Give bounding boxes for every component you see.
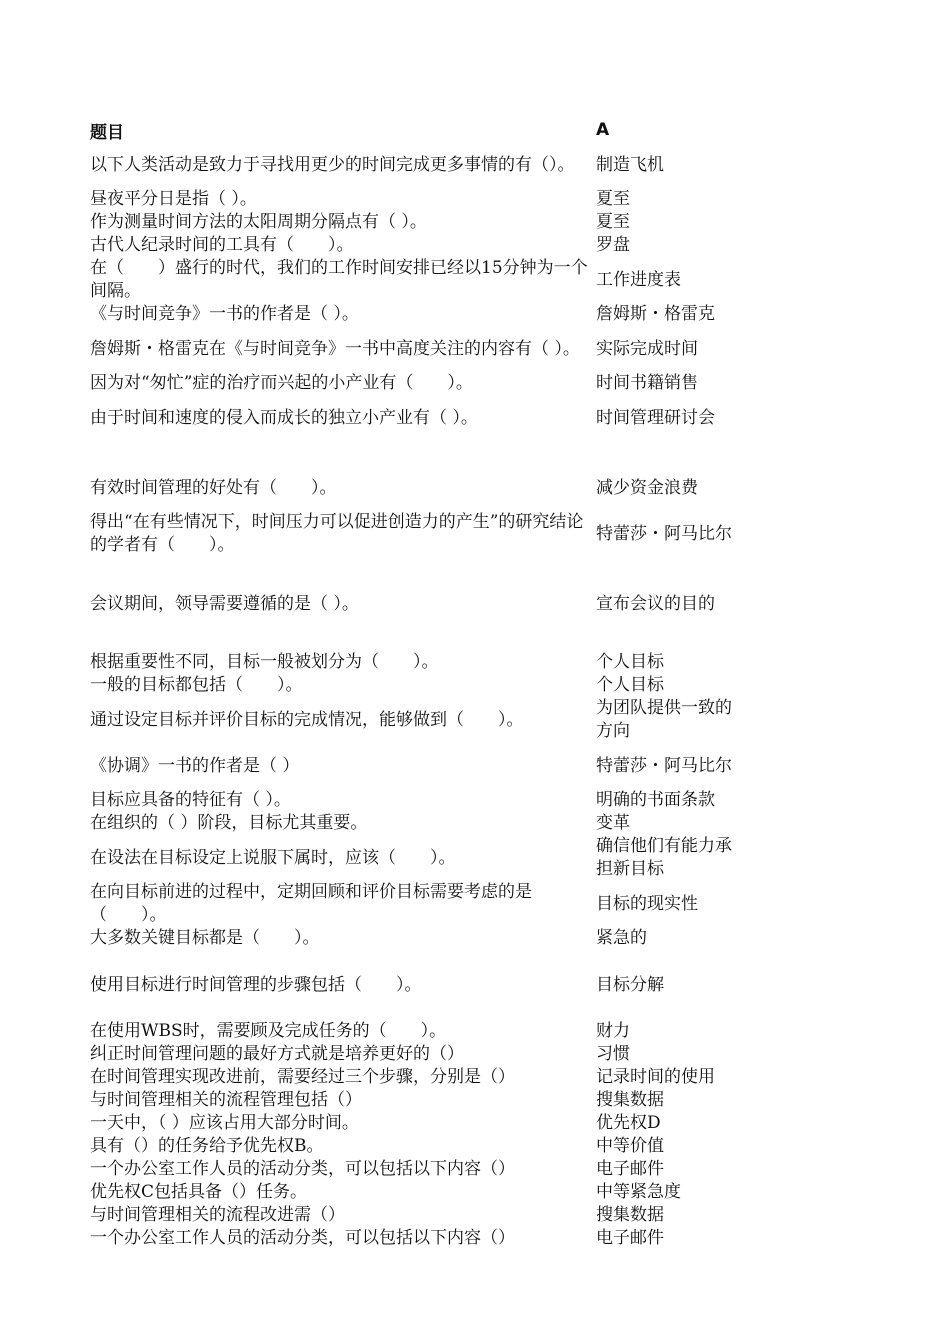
table-row — [90, 1227, 750, 1250]
question-cell: 昼夜平分日是指（ ）。 — [90, 189, 257, 209]
table-row — [90, 651, 750, 674]
table-row — [90, 395, 750, 441]
answer-a-cell: 工作进度表 — [596, 269, 681, 290]
answer-a-cell: 个人目标 — [596, 675, 664, 695]
question-cell: 使用目标进行时间管理的步骤包括（ ）。 — [90, 974, 422, 995]
question-cell: 与时间管理相关的流程改进需（） — [90, 1205, 345, 1225]
table-row — [90, 372, 750, 395]
answer-a-cell: 目标的现实性 — [596, 893, 698, 914]
table-row — [90, 812, 750, 835]
question-cell: 作为测量时间方法的太阳周期分隔点有（ ）。 — [90, 212, 427, 232]
table-row — [90, 1135, 750, 1158]
answer-a-cell: 实际完成时间 — [596, 338, 698, 359]
answer-a-cell: 夏至 — [596, 189, 630, 209]
table-row — [90, 581, 750, 627]
answer-a-cell: 优先权D — [596, 1113, 661, 1133]
answer-a-cell: 电子邮件 — [596, 1228, 664, 1248]
answer-a-cell: 搜集数据 — [596, 1205, 664, 1225]
question-cell: 有效时间管理的好处有（ ）。 — [90, 477, 337, 498]
table-row — [90, 743, 750, 789]
table-row — [90, 211, 750, 234]
question-cell: 纠正时间管理问题的最好方式就是培养更好的（） — [90, 1044, 464, 1064]
answer-a-cell: 宣布会议的目的 — [596, 593, 715, 614]
table-row — [90, 326, 750, 372]
table-row — [90, 789, 750, 812]
table-row — [90, 927, 750, 950]
question-cell: 根据重要性不同，目标一般被划分为（ ）。 — [90, 652, 439, 672]
table-row — [90, 1020, 750, 1043]
question-cell: 目标应具备的特征有（ ）。 — [90, 790, 291, 810]
answer-a-cell: 变革 — [596, 813, 630, 833]
table-row — [90, 674, 750, 697]
table-row — [90, 835, 750, 881]
question-cell: 通过设定目标并评价目标的完成情况，能够做到（ ）。 — [90, 709, 524, 730]
table-row — [90, 1043, 750, 1066]
table-row — [90, 697, 750, 743]
question-cell: 一天中，（ ）应该占用大部分时间。 — [90, 1113, 359, 1133]
question-cell: 《与时间竞争》一书的作者是（ ）。 — [90, 304, 359, 324]
table-row — [90, 1181, 750, 1204]
question-cell: 因为对“匆忙”症的治疗而兴起的小产业有（ ）。 — [90, 373, 473, 393]
question-cell: 一个办公室工作人员的活动分类，可以包括以下内容（） — [90, 1228, 515, 1248]
table-row — [90, 234, 750, 257]
question-cell: 与时间管理相关的流程管理包括（） — [90, 1090, 362, 1110]
table-row — [90, 303, 750, 326]
answer-a-cell: 为团队提供一致的方向 — [596, 698, 732, 741]
answer-a-cell: 制造飞机 — [596, 154, 664, 175]
table-row — [90, 962, 750, 1008]
question-cell: 一般的目标都包括（ ）。 — [90, 675, 303, 695]
table-row — [90, 1204, 750, 1227]
header-question: 题目 — [90, 122, 124, 143]
question-cell: 《协调》一书的作者是（ ） — [90, 755, 300, 776]
table-row — [90, 188, 750, 211]
question-cell: 詹姆斯・格雷克在《与时间竞争》一书中高度关注的内容有（ ）。 — [90, 338, 580, 359]
table-row — [90, 881, 750, 927]
answer-a-cell: 特蕾莎・阿马比尔 — [596, 755, 732, 776]
table-row — [90, 1158, 750, 1181]
answer-a-cell: 中等紧急度 — [596, 1182, 681, 1202]
answer-a-cell: 明确的书面条款 — [596, 790, 715, 810]
rows — [90, 142, 750, 1250]
question-cell: 优先权C包括具备（）任务。 — [90, 1182, 308, 1202]
answer-a-cell: 特蕾莎・阿马比尔 — [596, 523, 732, 544]
table-row — [90, 142, 750, 188]
question-cell: 在组织的（ ）阶段，目标尤其重要。 — [90, 813, 368, 833]
question-cell: 在设法在目标设定上说服下属时，应该（ ）。 — [90, 847, 456, 868]
answer-a-cell: 紧急的 — [596, 928, 647, 948]
question-cell: 在使用WBS时，需要顾及完成任务的（ ）。 — [90, 1021, 447, 1041]
table-row — [90, 1066, 750, 1089]
question-cell: 一个办公室工作人员的活动分类，可以包括以下内容（） — [90, 1159, 515, 1179]
answer-a-cell: 时间书籍销售 — [596, 373, 698, 393]
header-row — [90, 118, 750, 142]
answer-a-cell: 目标分解 — [596, 974, 664, 995]
answer-a-cell: 个人目标 — [596, 652, 664, 672]
answer-a-cell: 电子邮件 — [596, 1159, 664, 1179]
answer-a-cell: 习惯 — [596, 1044, 630, 1064]
answer-a-cell: 记录时间的使用 — [596, 1067, 715, 1087]
question-cell: 会议期间，领导需要遵循的是（ ）。 — [90, 593, 359, 614]
answer-a-cell: 搜集数据 — [596, 1090, 664, 1110]
answer-a-cell: 财力 — [596, 1021, 630, 1041]
question-cell: 在时间管理实现改进前，需要经过三个步骤，分别是（） — [90, 1067, 515, 1087]
spreadsheet-table — [90, 118, 750, 1250]
table-row — [90, 465, 750, 511]
answer-a-cell: 中等价值 — [596, 1136, 664, 1156]
question-cell: 在向目标前进的过程中，定期回顾和评价目标需要考虑的是（ ）。 — [90, 882, 532, 925]
answer-a-cell: 詹姆斯・格雷克 — [596, 304, 715, 324]
table-row — [90, 1089, 750, 1112]
question-cell: 古代人纪录时间的工具有（ ）。 — [90, 235, 354, 255]
question-cell: 由于时间和速度的侵入而成长的独立小产业有（ ）。 — [90, 407, 478, 428]
question-cell: 大多数关键目标都是（ ）。 — [90, 928, 320, 948]
table-row — [90, 511, 750, 557]
question-cell: 得出“在有些情况下，时间压力可以促进创造力的产生”的研究结论的学者有（ ）。 — [90, 512, 584, 555]
question-cell: 具有（）的任务给予优先权B。 — [90, 1136, 324, 1156]
answer-a-cell: 罗盘 — [596, 235, 630, 255]
answer-a-cell: 时间管理研讨会 — [596, 407, 715, 428]
table-row — [90, 1112, 750, 1135]
question-cell: 在（ ）盛行的时代，我们的工作时间安排已经以15分钟为一个间隔。 — [90, 258, 588, 301]
table-row — [90, 257, 750, 303]
header-a: A — [596, 120, 610, 140]
answer-a-cell: 确信他们有能力承担新目标 — [596, 836, 732, 879]
answer-a-cell: 夏至 — [596, 212, 630, 232]
question-cell: 以下人类活动是致力于寻找用更少的时间完成更多事情的有（）。 — [90, 154, 575, 175]
answer-a-cell: 减少资金浪费 — [596, 477, 698, 498]
